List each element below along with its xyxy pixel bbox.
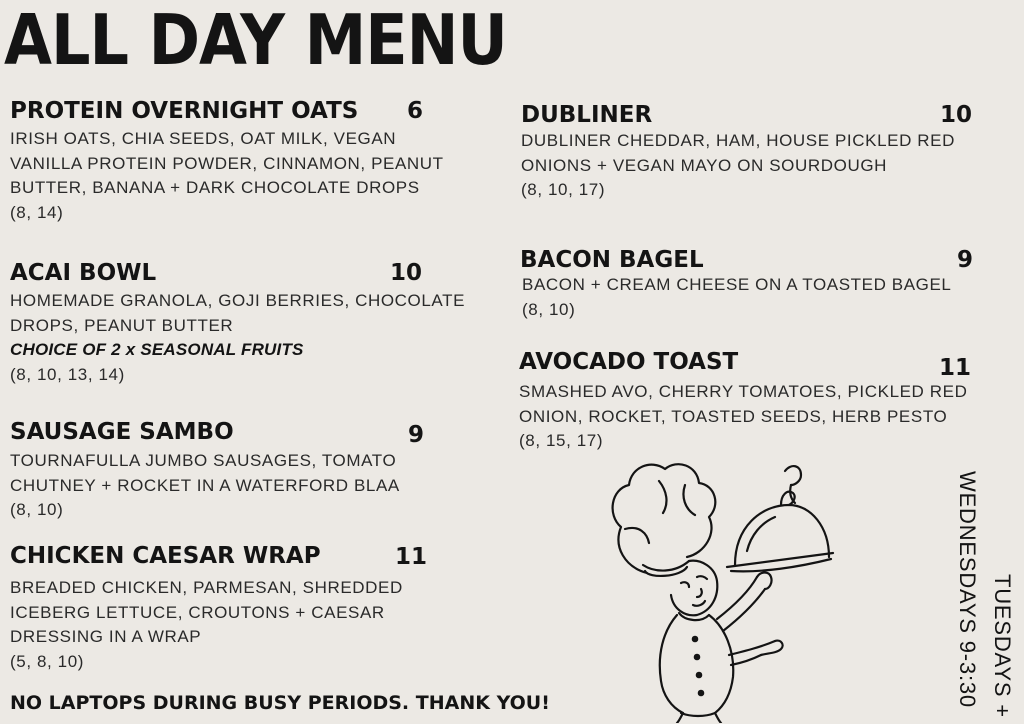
item-description <box>522 273 951 322</box>
description-line: DROPS, PEANUT BUTTER <box>10 315 234 335</box>
description-line: TOURNAFULLA JUMBO SAUSAGES, TOMATO <box>10 451 397 470</box>
menu-item-acai-bowl <box>10 259 470 389</box>
item-description <box>10 576 403 674</box>
description-line: HOMEMADE GRANOLA, GOJI BERRIES, CHOCOLATE <box>10 291 466 310</box>
allergen-codes: (8, 14) <box>10 202 64 222</box>
item-price: 11 <box>939 355 972 381</box>
description-line: BREADED CHICKEN, PARMESAN, SHREDDED <box>10 578 403 597</box>
item-name: DUBLINER <box>521 102 653 128</box>
allergen-codes: (8, 10) <box>10 500 64 519</box>
menu-item-chicken-caesar-wrap <box>10 542 430 677</box>
description-line: VANILLA PROTEIN POWDER, CINNAMON, PEANUT <box>10 153 444 173</box>
item-note: CHOICE OF 2 x SEASONAL FRUITS <box>10 340 304 359</box>
description-line: DUBLINER CHEDDAR, HAM, HOUSE PICKLED RED <box>521 131 955 150</box>
allergen-codes: (8, 15, 17) <box>519 431 604 450</box>
description-line: BACON + CREAM CHEESE ON A TOASTED BAGEL <box>522 275 952 294</box>
menu-item-sausage-sambo <box>10 418 430 528</box>
footer-notice: NO LAPTOPS DURING BUSY PERIODS. THANK YOU! <box>10 692 550 714</box>
opening-hours-line-1: TUESDAYS + <box>990 574 1015 718</box>
menu-item-protein-overnight-oats <box>10 97 444 227</box>
item-price: 6 <box>407 98 424 124</box>
menu-item-avocado-toast <box>519 348 979 453</box>
description-line: SMASHED AVO, CHERRY TOMATOES, PICKLED RED <box>519 382 968 401</box>
description-line: ONIONS + VEGAN MAYO ON SOURDOUGH <box>521 155 888 175</box>
menu-item-dubliner <box>521 101 981 206</box>
item-description <box>519 380 967 454</box>
item-price: 9 <box>408 422 425 448</box>
opening-hours-line-2: WEDNESDAYS 9-3:30 <box>955 471 980 708</box>
item-price: 10 <box>940 102 973 128</box>
item-price: 9 <box>957 247 974 273</box>
menu-title: ALL DAY MENU <box>4 0 507 82</box>
description-line: DRESSING IN A WRAP <box>10 627 202 646</box>
item-name: SAUSAGE SAMBO <box>10 419 234 445</box>
description-line: CHUTNEY + ROCKET IN A WATERFORD BLAA <box>10 475 400 495</box>
chef-carrying-cloche-icon <box>585 455 835 723</box>
item-price: 11 <box>395 544 428 570</box>
item-description <box>521 129 955 203</box>
description-line: ONION, ROCKET, TOASTED SEEDS, HERB PESTO <box>519 406 948 426</box>
item-description <box>10 289 465 387</box>
item-name: CHICKEN CAESAR WRAP <box>10 543 321 569</box>
allergen-codes: (8, 10, 17) <box>521 180 606 199</box>
menu-item-bacon-bagel <box>520 246 980 326</box>
item-name: BACON BAGEL <box>520 247 704 273</box>
description-line: ICEBERG LETTUCE, CROUTONS + CAESAR <box>10 602 385 622</box>
allergen-codes: (5, 8, 10) <box>10 651 85 671</box>
item-description <box>10 127 444 225</box>
item-price: 10 <box>390 260 423 286</box>
description-line: IRISH OATS, CHIA SEEDS, OAT MILK, VEGAN <box>10 129 397 148</box>
allergen-codes: (8, 10) <box>522 299 576 319</box>
item-name: AVOCADO TOAST <box>519 349 739 375</box>
allergen-codes: (8, 10, 13, 14) <box>10 364 125 384</box>
item-name: PROTEIN OVERNIGHT OATS <box>10 98 359 124</box>
item-name: ACAI BOWL <box>10 260 157 286</box>
description-line: BUTTER, BANANA + DARK CHOCOLATE DROPS <box>10 178 420 197</box>
item-description <box>10 449 400 523</box>
